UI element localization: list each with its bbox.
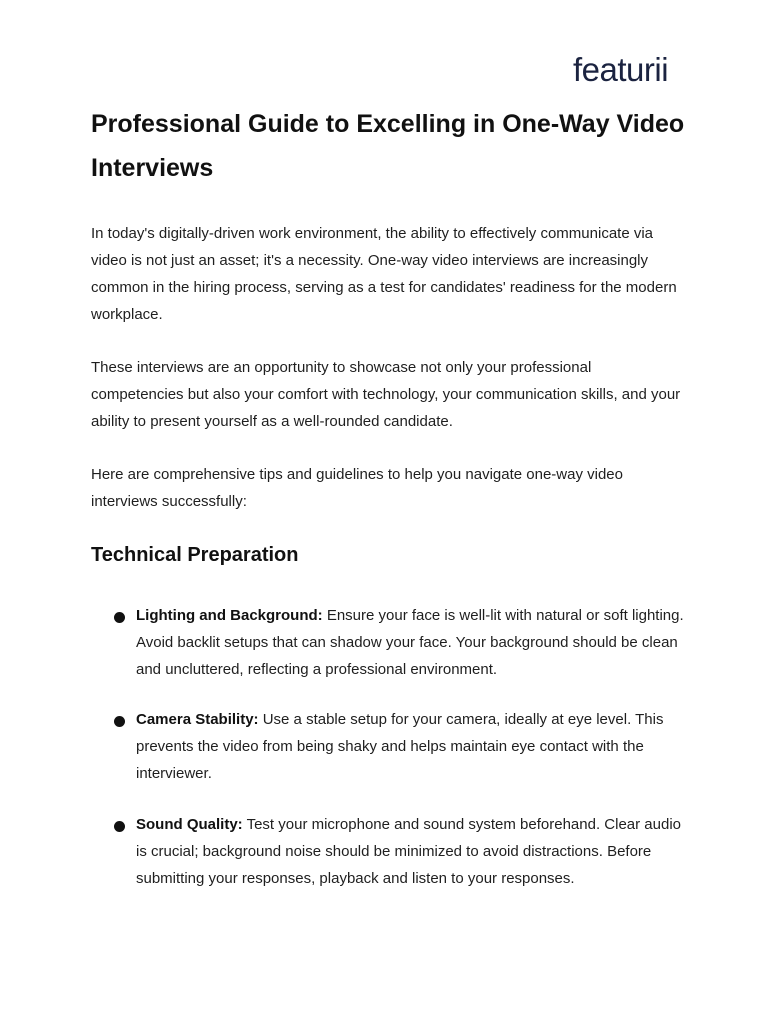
featurii-logo xyxy=(573,52,679,88)
list-item xyxy=(136,811,684,892)
bullet-icon xyxy=(114,716,125,727)
tip-text: Ensure your face is well-lit with natural or soft lighting. Avoid backlit setups that can shadow your face. Your background should be clean and uncluttered, reflecting a professional environment. xyxy=(136,607,684,678)
page-title: Professional Guide to Excelling in One-Way Video Interviews xyxy=(91,110,685,182)
tip-title: Sound Quality: xyxy=(136,816,243,833)
logo-text-tail: ii xyxy=(654,51,669,88)
tip-text: Use a stable setup for your camera, ideally at eye level. This prevents the video from being shaky and helps maintain eye contact with the interviewer. xyxy=(136,711,664,782)
tip-title: Camera Stability: xyxy=(136,711,259,728)
intro-paragraph-3: Here are comprehensive tips and guidelines to help you navigate one-way video interviews successfully: xyxy=(91,466,623,510)
list-item xyxy=(136,602,684,683)
bullet-icon xyxy=(114,821,125,832)
logo-text-main: featur xyxy=(573,51,655,88)
list-item xyxy=(136,706,684,787)
intro-paragraph-2: These interviews are an opportunity to showcase not only your professional competencies but also your comfort with technology, your communication skills, and your ability to present yourself as a well-rounded candidate. xyxy=(91,359,681,430)
tip-text: Test your microphone and sound system beforehand. Clear audio is crucial; background noise should be minimized to avoid distractions. Before submitting your responses, playback and listen to your responses. xyxy=(136,816,681,887)
section-heading: Technical Preparation xyxy=(91,544,299,566)
tip-title: Lighting and Background: xyxy=(136,607,323,624)
intro-paragraph-1: In today's digitally-driven work environment, the ability to effectively communicate via video is not just an asset; it's a necessity. One-way video interviews are increasingly common in the hiring process, serving as a test for candidates' readiness for the modern workplace. xyxy=(91,225,677,323)
bullet-icon xyxy=(114,612,125,623)
